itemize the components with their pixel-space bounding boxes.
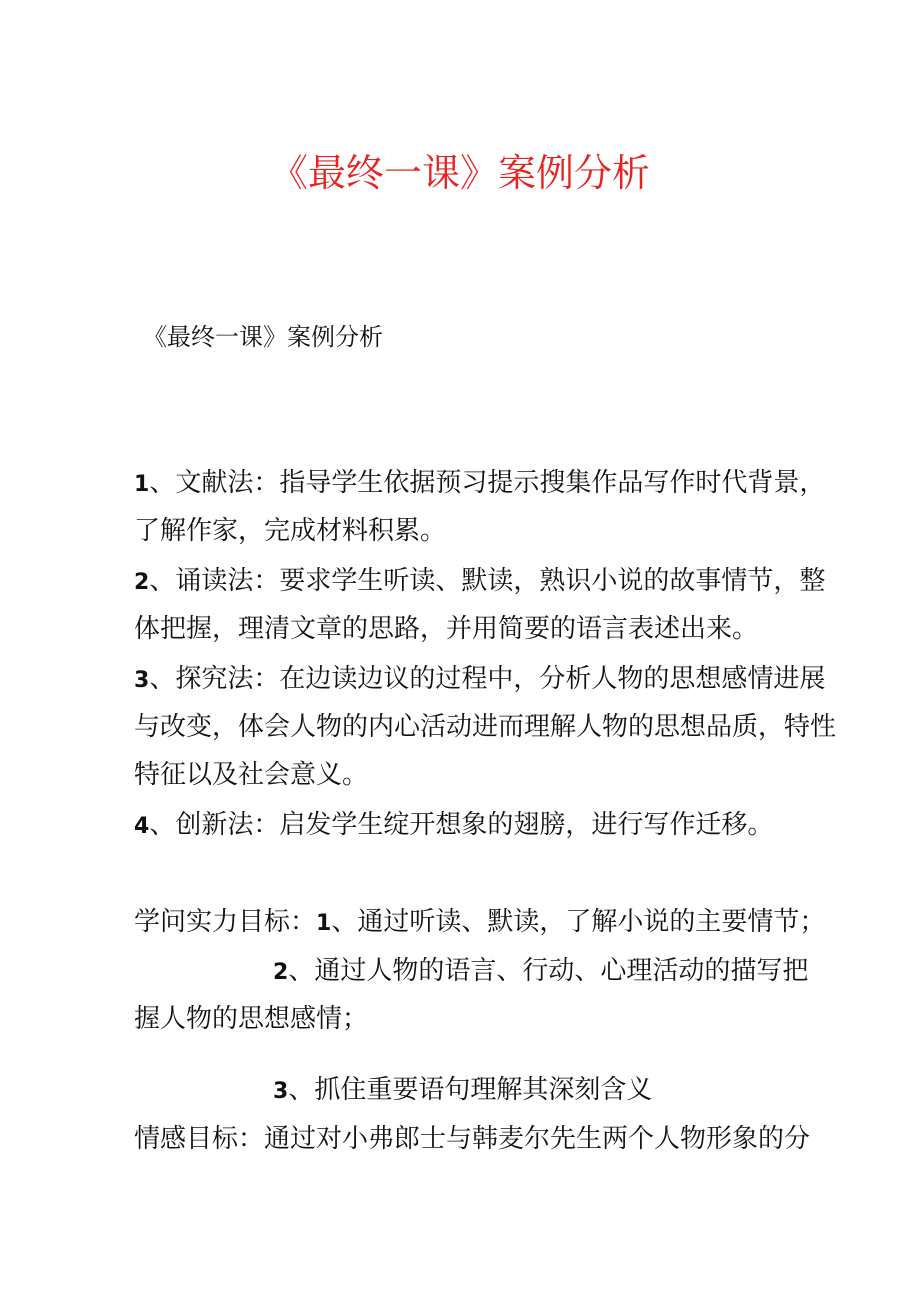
goal-2-text: 、通过人物的语言、行动、心理活动的描写把 xyxy=(288,956,809,986)
method-1-text: 、文献法：指导学生依据预习提示搜集作品写作时代背景， xyxy=(149,468,826,498)
method-4-line-1 xyxy=(134,808,773,844)
goal-3-line xyxy=(273,1073,652,1109)
method-2-line-2: 体把握，理清文章的思路，并用简要的语言表述出来。 xyxy=(134,614,759,644)
method-1-line-1 xyxy=(134,466,825,502)
method-3-line-1 xyxy=(134,662,825,698)
method-3-number: 3 xyxy=(134,668,150,693)
method-3-line-3: 特征以及社会意义。 xyxy=(134,760,369,790)
document-subtitle: 《最终一课》案例分析 xyxy=(143,323,383,351)
goal-1-text: 、通过听读、默读，了解小说的主要情节； xyxy=(331,907,826,937)
method-2-number: 2 xyxy=(134,570,150,595)
goals-label: 学问实力目标： xyxy=(134,907,317,937)
goal-2-number: 2 xyxy=(273,960,289,985)
goal-3-number: 3 xyxy=(273,1079,289,1104)
method-3-text: 、探究法：在边读边议的过程中，分析人物的思想感情进展 xyxy=(149,664,826,694)
emotion-goal-line: 情感目标：通过对小弗郎士与韩麦尔先生两个人物形象的分 xyxy=(134,1124,811,1154)
method-3-line-2: 与改变，体会人物的内心活动进而理解人物的思想品质，特性 xyxy=(134,712,837,742)
method-2-text: 、诵读法：要求学生听读、默读，熟识小说的故事情节，整 xyxy=(149,566,826,596)
goal-1-number: 1 xyxy=(316,911,332,936)
method-4-number: 4 xyxy=(134,814,150,839)
method-4-text: 、创新法：启发学生绽开想象的翅膀，进行写作迁移。 xyxy=(149,810,774,840)
method-1-number: 1 xyxy=(134,472,150,497)
document-title: 《最终一课》案例分析 xyxy=(269,151,650,195)
method-1-line-2: 了解作家，完成材料积累。 xyxy=(134,516,447,546)
goal-2-line-1 xyxy=(273,954,808,990)
goals-line-1 xyxy=(134,905,825,941)
goal-2-line-2: 握人物的思想感情； xyxy=(134,1004,369,1034)
goal-3-text: 、抓住重要语句理解其深刻含义 xyxy=(288,1075,653,1105)
method-2-line-1 xyxy=(134,564,825,600)
